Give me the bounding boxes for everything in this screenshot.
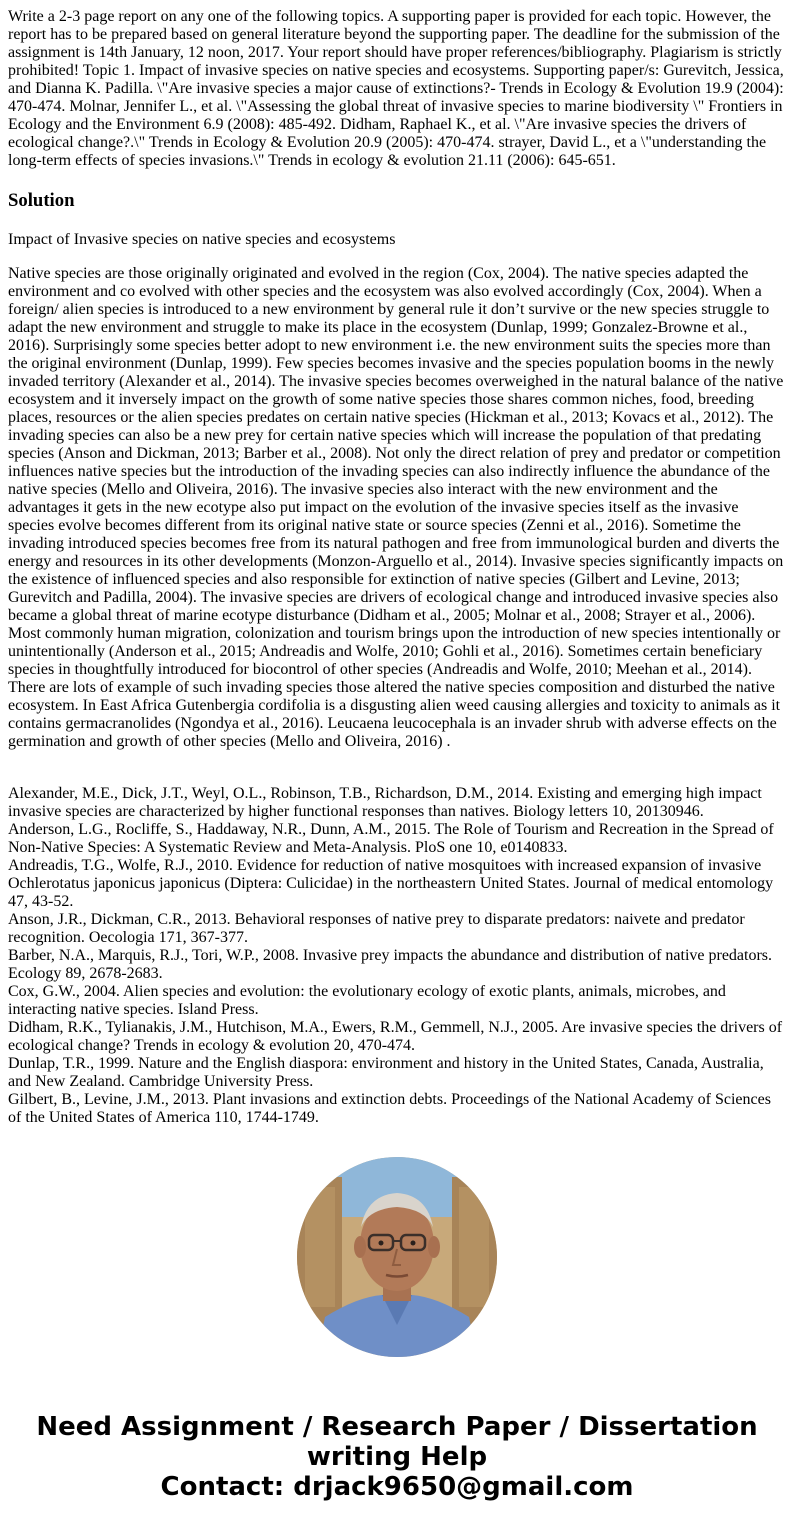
reference-item: Dunlap, T.R., 1999. Nature and the English diaspora: environment and history in the United States, Canada, Australia, and New Zealand. Cambridge University Press. bbox=[8, 1055, 764, 1090]
reference-item: Didham, R.K., Tylianakis, J.M., Hutchison, M.A., Ewers, R.M., Gemmell, N.J., 2005. Are invasive species the drivers of ecological change? Trends in ecology & evolution 20, 470-474. bbox=[8, 1019, 783, 1054]
promo-banner bbox=[8, 1412, 786, 1502]
author-avatar bbox=[297, 1157, 497, 1357]
reference-item: Alexander, M.E., Dick, J.T., Weyl, O.L., Robinson, T.B., Richardson, D.M., 2014. Existing and emerging high impact invasive species are characterized by higher functional responses than natives. Biology letters 10, 20130946. bbox=[8, 785, 762, 820]
promo-line: writing Help bbox=[306, 1442, 488, 1472]
reference-item: Anson, J.R., Dickman, C.R., 2013. Behavioral responses of native prey to disparate predators: naivete and predator recognition. Oecologia 171, 367-377. bbox=[8, 911, 745, 946]
reference-item: Gilbert, B., Levine, J.M., 2013. Plant invasions and extinction debts. Proceedings of the National Academy of Sciences of the United States of America 110, 1744-1749. bbox=[8, 1091, 771, 1126]
solution-body: Native species are those originally originated and evolved in the region (Cox, 2004). The native species adapted the environment and co evolved with other species and the ecosystem was also evolved accordingly (Cox, 2004). When a foreign/ alien species is introduced to a new environment by general rule it don’t survive or the new species struggle to adapt the new environment and struggle to make its place in the ecosystem (Dunlap, 1999; Gonzalez-Browne et al., 2016). Surprisingly some species better adopt to new environment i.e. the new environment suits the species more than the original environment (Dunlap, 1999). Few species becomes invasive and the species population booms in the newly invaded territory (Alexander et al., 2014). The invasive species becomes overweighed in the natural balance of the native ecosystem and it inversely impact on the growth of some native species those shares common niches, food, breeding places, resources or the alien species predates on certain native species (Hickman et al., 2013; Kovacs et al., 2012). The invading species can also be a new prey for certain native species which will increase the population of that predating species (Anson and Dickman, 2013; Barber et al., 2008). Not only the direct relation of prey and predator or competition influences native species but the introduction of the invading species can also indirectly influence the abundance of the native species (Mello and Oliveira, 2016). The invasive species also interact with the new environment and the advantages it gets in the new ecotype also put impact on the evolution of the invasive species itself as the invasive species evolve becomes different from its original native state or source species (Zenni et al., 2016). Sometime the invading introduced species becomes free from its natural pathogen and free from immunological burden and diverts the energy and resources in its other developments (Monzon-Arguello et al., 2014). Invasive species significantly impacts on the existence of influenced species and also responsible for extinction of native species (Gilbert and Levine, 2013; Gurevitch and Padilla, 2004). The invasive species are drivers of ecological change and introduced invasive species also became a global threat of marine ecotype disturbance (Didham et al., 2005; Molnar et al., 2008; Strayer et al., 2006). Most commonly human migration, colonization and tourism brings upon the introduction of new species intentionally or unintentionally (Anderson et al., 2015; Andreadis and Wolfe, 2010; Gohli et al., 2016). Sometimes certain beneficiary species in thoughtfully introduced for biocontrol of other species (Andreadis and Wolfe, 2010; Meehan et al., 2014). There are lots of example of such invading species those altered the native species composition and disturbed the native ecosystem. In East Africa Gutenbergia cordifolia is a disgusting alien weed causing allergies and toxicity to animals as it contains germacranolides (Ngondya et al., 2016). Leucaena leucocephala is an invader shrub with adverse effects on the germination and growth of other species (Mello and Oliveira, 2016) . bbox=[8, 265, 784, 750]
solution-subtitle: Impact of Invasive species on native species and ecosystems bbox=[8, 231, 396, 248]
reference-item: Cox, G.W., 2004. Alien species and evolution: the evolutionary ecology of exotic plants, animals, microbes, and interacting native species. Island Press. bbox=[8, 983, 726, 1018]
solution-heading: Solution bbox=[8, 190, 75, 211]
reference-item: Anderson, L.G., Rocliffe, S., Haddaway, N.R., Dunn, A.M., 2015. The Role of Tourism and Recreation in the Spread of Non-Native Species: A Systematic Review and Meta-Analysis. PloS one 10, e0140833. bbox=[8, 821, 774, 856]
promo-contact: Contact: drjack9650@gmail.com bbox=[160, 1472, 634, 1502]
assignment-question: Write a 2-3 page report on any one of the following topics. A supporting paper is provided for each topic. However, the report has to be prepared based on general literature beyond the supporting paper. The deadline for the submission of the assignment is 14th January, 12 noon, 2017. Your report should have proper references/bibliography. Plagiarism is strictly prohibited! Topic 1. Impact of invasive species on native species and ecosystems. Supporting paper/s: Gurevitch, Jessica, and Dianna K. Padilla. \"Are invasive species a major cause of extinctions?- Trends in Ecology & Evolution 19.9 (2004): 470-474. Molnar, Jennifer L., et al. \"Assessing the global threat of invasive species to marine biodiversity \" Frontiers in Ecology and the Environment 6.9 (2008): 485-492. Didham, Raphael K., et al. \"Are invasive species the drivers of ecological change?.\" Trends in Ecology & Evolution 20.9 (2005): 470-474. strayer, David L., et a \"understanding the long-term effects of species invasions.\" Trends in ecology & evolution 21.11 (2006): 645-651. bbox=[8, 8, 784, 169]
promo-line: Need Assignment / Research Paper / Dissertation bbox=[36, 1412, 758, 1442]
author-photo-container bbox=[8, 1157, 786, 1362]
author-portrait-image bbox=[297, 1157, 497, 1357]
reference-list bbox=[8, 785, 786, 1127]
reference-item: Andreadis, T.G., Wolfe, R.J., 2010. Evidence for reduction of native mosquitoes with increased expansion of invasive Ochlerotatus japonicus japonicus (Diptera: Culicidae) in the northeastern United States. Journal of medical entomology 47, 43-52. bbox=[8, 857, 774, 910]
reference-item: Barber, N.A., Marquis, R.J., Tori, W.P., 2008. Invasive prey impacts the abundance and distribution of native predators. Ecology 89, 2678-2683. bbox=[8, 947, 773, 982]
